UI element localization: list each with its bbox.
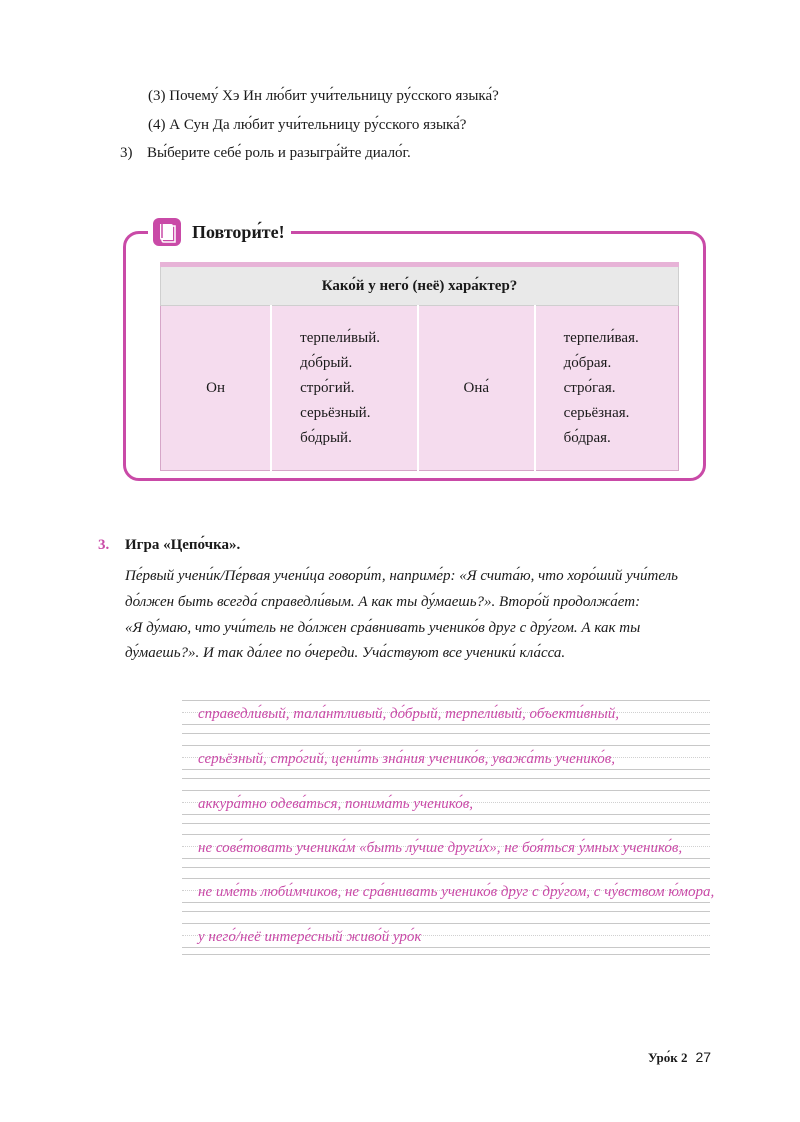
game-instruction-line: Пе́рвый учени́к/Пе́рвая учени́ца говори́т, наприме́р: «Я счита́ю, что хоро́ший учи́тель	[125, 568, 678, 584]
book-icon	[152, 217, 182, 247]
adjective: стро́гая.	[563, 379, 616, 396]
writing-line	[182, 923, 710, 924]
review-table-header: Како́й у него́ (неё) хара́ктер?	[161, 265, 679, 306]
adjective: бо́дрый.	[300, 429, 352, 446]
hint-line: аккура́тно одева́ться, понима́ть ученико́в,	[198, 796, 473, 812]
pronoun-male: Он	[161, 306, 272, 471]
hint-line: справедли́вый, тала́нтливый, до́брый, терпели́вый, объекти́вный,	[198, 706, 619, 722]
hint-line: не сове́товать ученика́м «быть лу́чше други́х», не боя́ться у́мных ученико́в,	[198, 840, 683, 856]
pronoun-female: Она́	[418, 306, 535, 471]
writing-line	[182, 778, 710, 779]
review-table	[160, 262, 679, 471]
question-3: (3) Почему́ Хэ Ин лю́бит учи́тельницу ру́сского языка́?	[148, 88, 499, 104]
writing-line	[182, 724, 710, 725]
lesson-label: Уро́к 2	[648, 1050, 688, 1065]
adjective: серьёзный.	[300, 404, 371, 421]
writing-line	[182, 733, 710, 734]
adjective: до́брая.	[563, 354, 612, 371]
writing-line	[182, 954, 710, 955]
adjective: терпели́вый.	[300, 329, 380, 346]
writing-line	[182, 769, 710, 770]
female-adjectives	[535, 306, 679, 471]
review-title: Повтори́те!	[192, 221, 285, 242]
task-3-number: 3)	[120, 145, 133, 161]
game-title: Игра «Цепо́чка».	[125, 537, 241, 553]
hint-line: у него́/неё интере́сный живо́й уро́к	[198, 929, 422, 945]
writing-line	[182, 947, 710, 948]
adjective: до́брый.	[300, 354, 353, 371]
writing-line	[182, 790, 710, 791]
page-number: 27	[695, 1049, 712, 1065]
writing-line	[182, 902, 710, 903]
adjective: серьёзная.	[563, 404, 630, 421]
question-4: (4) А Сун Да лю́бит учи́тельницу ру́сского языка́?	[148, 117, 467, 133]
adjective: стро́гий.	[300, 379, 355, 396]
writing-line	[182, 814, 710, 815]
writing-line	[182, 823, 710, 824]
writing-line	[182, 878, 710, 879]
writing-line	[182, 745, 710, 746]
writing-line	[182, 911, 710, 912]
adjective: терпели́вая.	[563, 329, 639, 346]
game-instruction-line: «Я ду́маю, что учи́тель не до́лжен сра́внивать ученико́в друг с дру́гом. А как ты	[125, 620, 641, 636]
hint-line: не име́ть люби́мчиков, не сра́внивать ученико́в друг с дру́гом, с чу́вством ю́мора,	[198, 884, 715, 900]
game-instruction-line: ду́маешь?». И так да́лее по о́череди. Уча́ствуют все ученики́ кла́сса.	[125, 645, 566, 661]
adjective: бо́драя.	[563, 429, 611, 446]
review-header	[148, 217, 291, 247]
hint-line: серьёзный, стро́гий, цени́ть зна́ния ученико́в, уважа́ть ученико́в,	[198, 751, 615, 767]
writing-line	[182, 700, 710, 701]
writing-line	[182, 858, 710, 859]
male-adjectives	[271, 306, 418, 471]
writing-line	[182, 867, 710, 868]
page-footer	[648, 1049, 711, 1066]
task-3-text: Вы́берите себе́ роль и разыгра́йте диало́г.	[147, 145, 411, 161]
writing-line	[182, 834, 710, 835]
task-3	[120, 145, 411, 162]
game-instruction-line: до́лжен быть всегда́ справедли́вым. А как ты ду́маешь?». Второ́й продолжа́ет:	[125, 594, 641, 610]
game-number: 3.	[98, 537, 110, 553]
